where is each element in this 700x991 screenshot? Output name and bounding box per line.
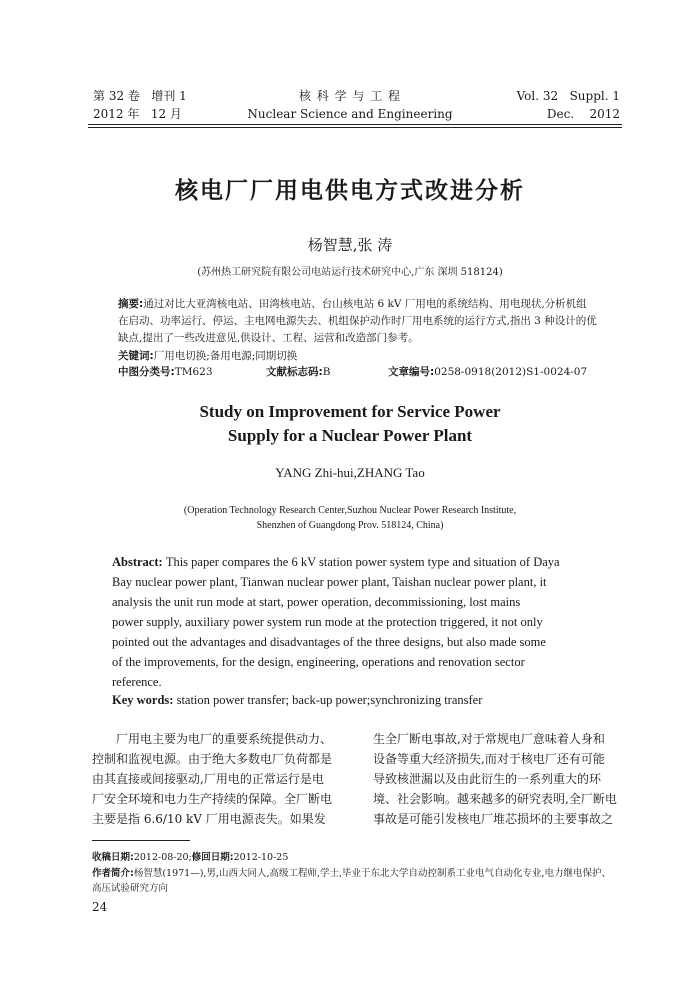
body-line: 厂用电主要为电厂的重要系统提供动力、	[116, 732, 333, 746]
affiliation-en-line1: (Operation Technology Research Center,Suzhou Nuclear Power Research Institute,	[183, 505, 517, 516]
page-number: 24	[92, 900, 108, 914]
revised-label: 修回日期:	[191, 852, 234, 863]
body-column-left	[92, 729, 354, 829]
abstract-en-line: analysis the unit run mode at start, power operation, decommissioning, lost mains	[112, 595, 521, 609]
title-en-line1: Study on Improvement for Service Power	[199, 402, 501, 421]
abstract-en-line: Bay nuclear power plant, Tianwan nuclear power plant, Taishan nuclear power plant, it	[112, 575, 547, 589]
body-line: 主要是指 6.6/10 kV 厂用电源丧失。如果发	[92, 812, 326, 826]
abstract-en-line: power supply, auxiliary power system run mode at the protection triggered, it not only	[112, 615, 543, 629]
abstract-cn-label: 摘要:	[118, 298, 144, 310]
affiliation-en-line2: Shenzhen of Guangdong Prov. 518124, China)	[256, 520, 444, 531]
abstract-en-label: Abstract:	[112, 555, 163, 569]
abstract-en-line: of the improvements, for the design, engineering, operations and renovation sector	[112, 655, 525, 669]
art-value: 0258-0918(2012)S1-0024-07	[434, 366, 588, 378]
header-rule-top	[88, 124, 622, 125]
keywords-cn	[118, 348, 618, 365]
keywords-cn-text: 厂用电切换;备用电源;同期切换	[153, 350, 298, 362]
keywords-en-label: Key words:	[112, 693, 174, 707]
keywords-cn-label: 关键词:	[118, 350, 154, 362]
article-number	[388, 364, 628, 381]
author-bio-label: 作者简介:	[92, 868, 134, 879]
keywords-en	[112, 690, 624, 710]
header-rule-bottom	[88, 127, 622, 128]
abstract-cn-line: 缺点,提出了一些改进意见,供设计、工程、运营和改造部门参考。	[118, 332, 419, 344]
keywords-en-text: station power transfer; back-up power;synchronizing transfer	[176, 693, 483, 707]
abstract-en-line: This paper compares the 6 kV station power system type and situation of Daya	[165, 555, 560, 569]
footnote-author	[92, 866, 640, 896]
date-en: Dec. 2012	[546, 107, 620, 121]
title-cn: 核电厂厂用电供电方式改进分析	[175, 178, 525, 204]
volume-issue-cn: 第 32 卷 增刊 1	[93, 89, 187, 103]
received-label: 收稿日期:	[92, 852, 134, 863]
footnote-dates	[92, 850, 640, 865]
art-label: 文章编号:	[388, 366, 435, 378]
journal-name-cn: 核 科 学 与 工 程	[298, 89, 402, 103]
body-line: 设备等重大经济损失,而对于核电厂还有可能	[373, 752, 605, 766]
body-line: 由其直接或间接驱动,厂用电的正常运行是电	[92, 772, 324, 786]
date-cn: 2012 年 12 月	[93, 107, 182, 121]
abstract-cn-line: 通过对比大亚湾核电站、田湾核电站、台山核电站 6 kV 厂用电的系统结构、用电现状,分析机组	[143, 298, 587, 310]
received-date: 2012-08-20;	[133, 852, 192, 863]
body-line: 事故是可能引发核电厂堆芯损坏的主要事故之	[373, 812, 614, 826]
abstract-en	[112, 552, 624, 692]
revised-date: 2012-10-25	[233, 852, 289, 863]
author-bio-text: 杨智慧(1971—),男,山西大同人,高级工程师,学士,毕业于东北大学自动控制系工业电气自动化专业,电力继电保护、	[133, 868, 612, 879]
author-bio-text2: 高压试验研究方向	[92, 883, 169, 894]
body-line: 导致核泄漏以及由此衍生的一系列重大的环	[373, 772, 602, 786]
clc-value: TM623	[174, 366, 213, 378]
body-line: 境、社会影响。越来越多的研究表明,全厂断电	[373, 792, 617, 806]
authors-en: YANG Zhi-hui,ZHANG Tao	[275, 465, 425, 480]
affiliation-cn: (苏州热工研究院有限公司电站运行技术研究中心,广东 深圳 518124)	[197, 267, 503, 278]
abstract-cn	[118, 296, 618, 347]
body-line: 生全厂断电事故,对于常规电厂意味着人身和	[373, 732, 605, 746]
authors-cn: 杨智慧,张 涛	[307, 236, 393, 254]
doc-label: 文献标志码:	[266, 366, 323, 378]
body-column-right	[373, 729, 635, 829]
abstract-en-line: pointed out the advantages and disadvantages of the three designs, but also made some	[112, 635, 546, 649]
clc-label: 中图分类号:	[118, 366, 175, 378]
doc-value: B	[322, 366, 331, 378]
volume-issue-en: Vol. 32 Suppl. 1	[516, 89, 620, 103]
body-line: 厂安全环境和电力生产持续的保障。全厂断电	[92, 792, 333, 806]
abstract-en-line: reference.	[112, 675, 162, 689]
abstract-cn-line: 在启动、功率运行、停运、主电网电源失去、机组保护动作时厂用电系统的运行方式,指出 3 种设计的优	[118, 315, 597, 327]
journal-name-en: Nuclear Science and Engineering	[247, 107, 453, 121]
title-en-line2: Supply for a Nuclear Power Plant	[227, 426, 473, 445]
footnote-rule	[92, 840, 190, 841]
doc-code	[266, 364, 406, 381]
body-line: 控制和监视电源。由于绝大多数电厂负荷都是	[92, 752, 333, 766]
